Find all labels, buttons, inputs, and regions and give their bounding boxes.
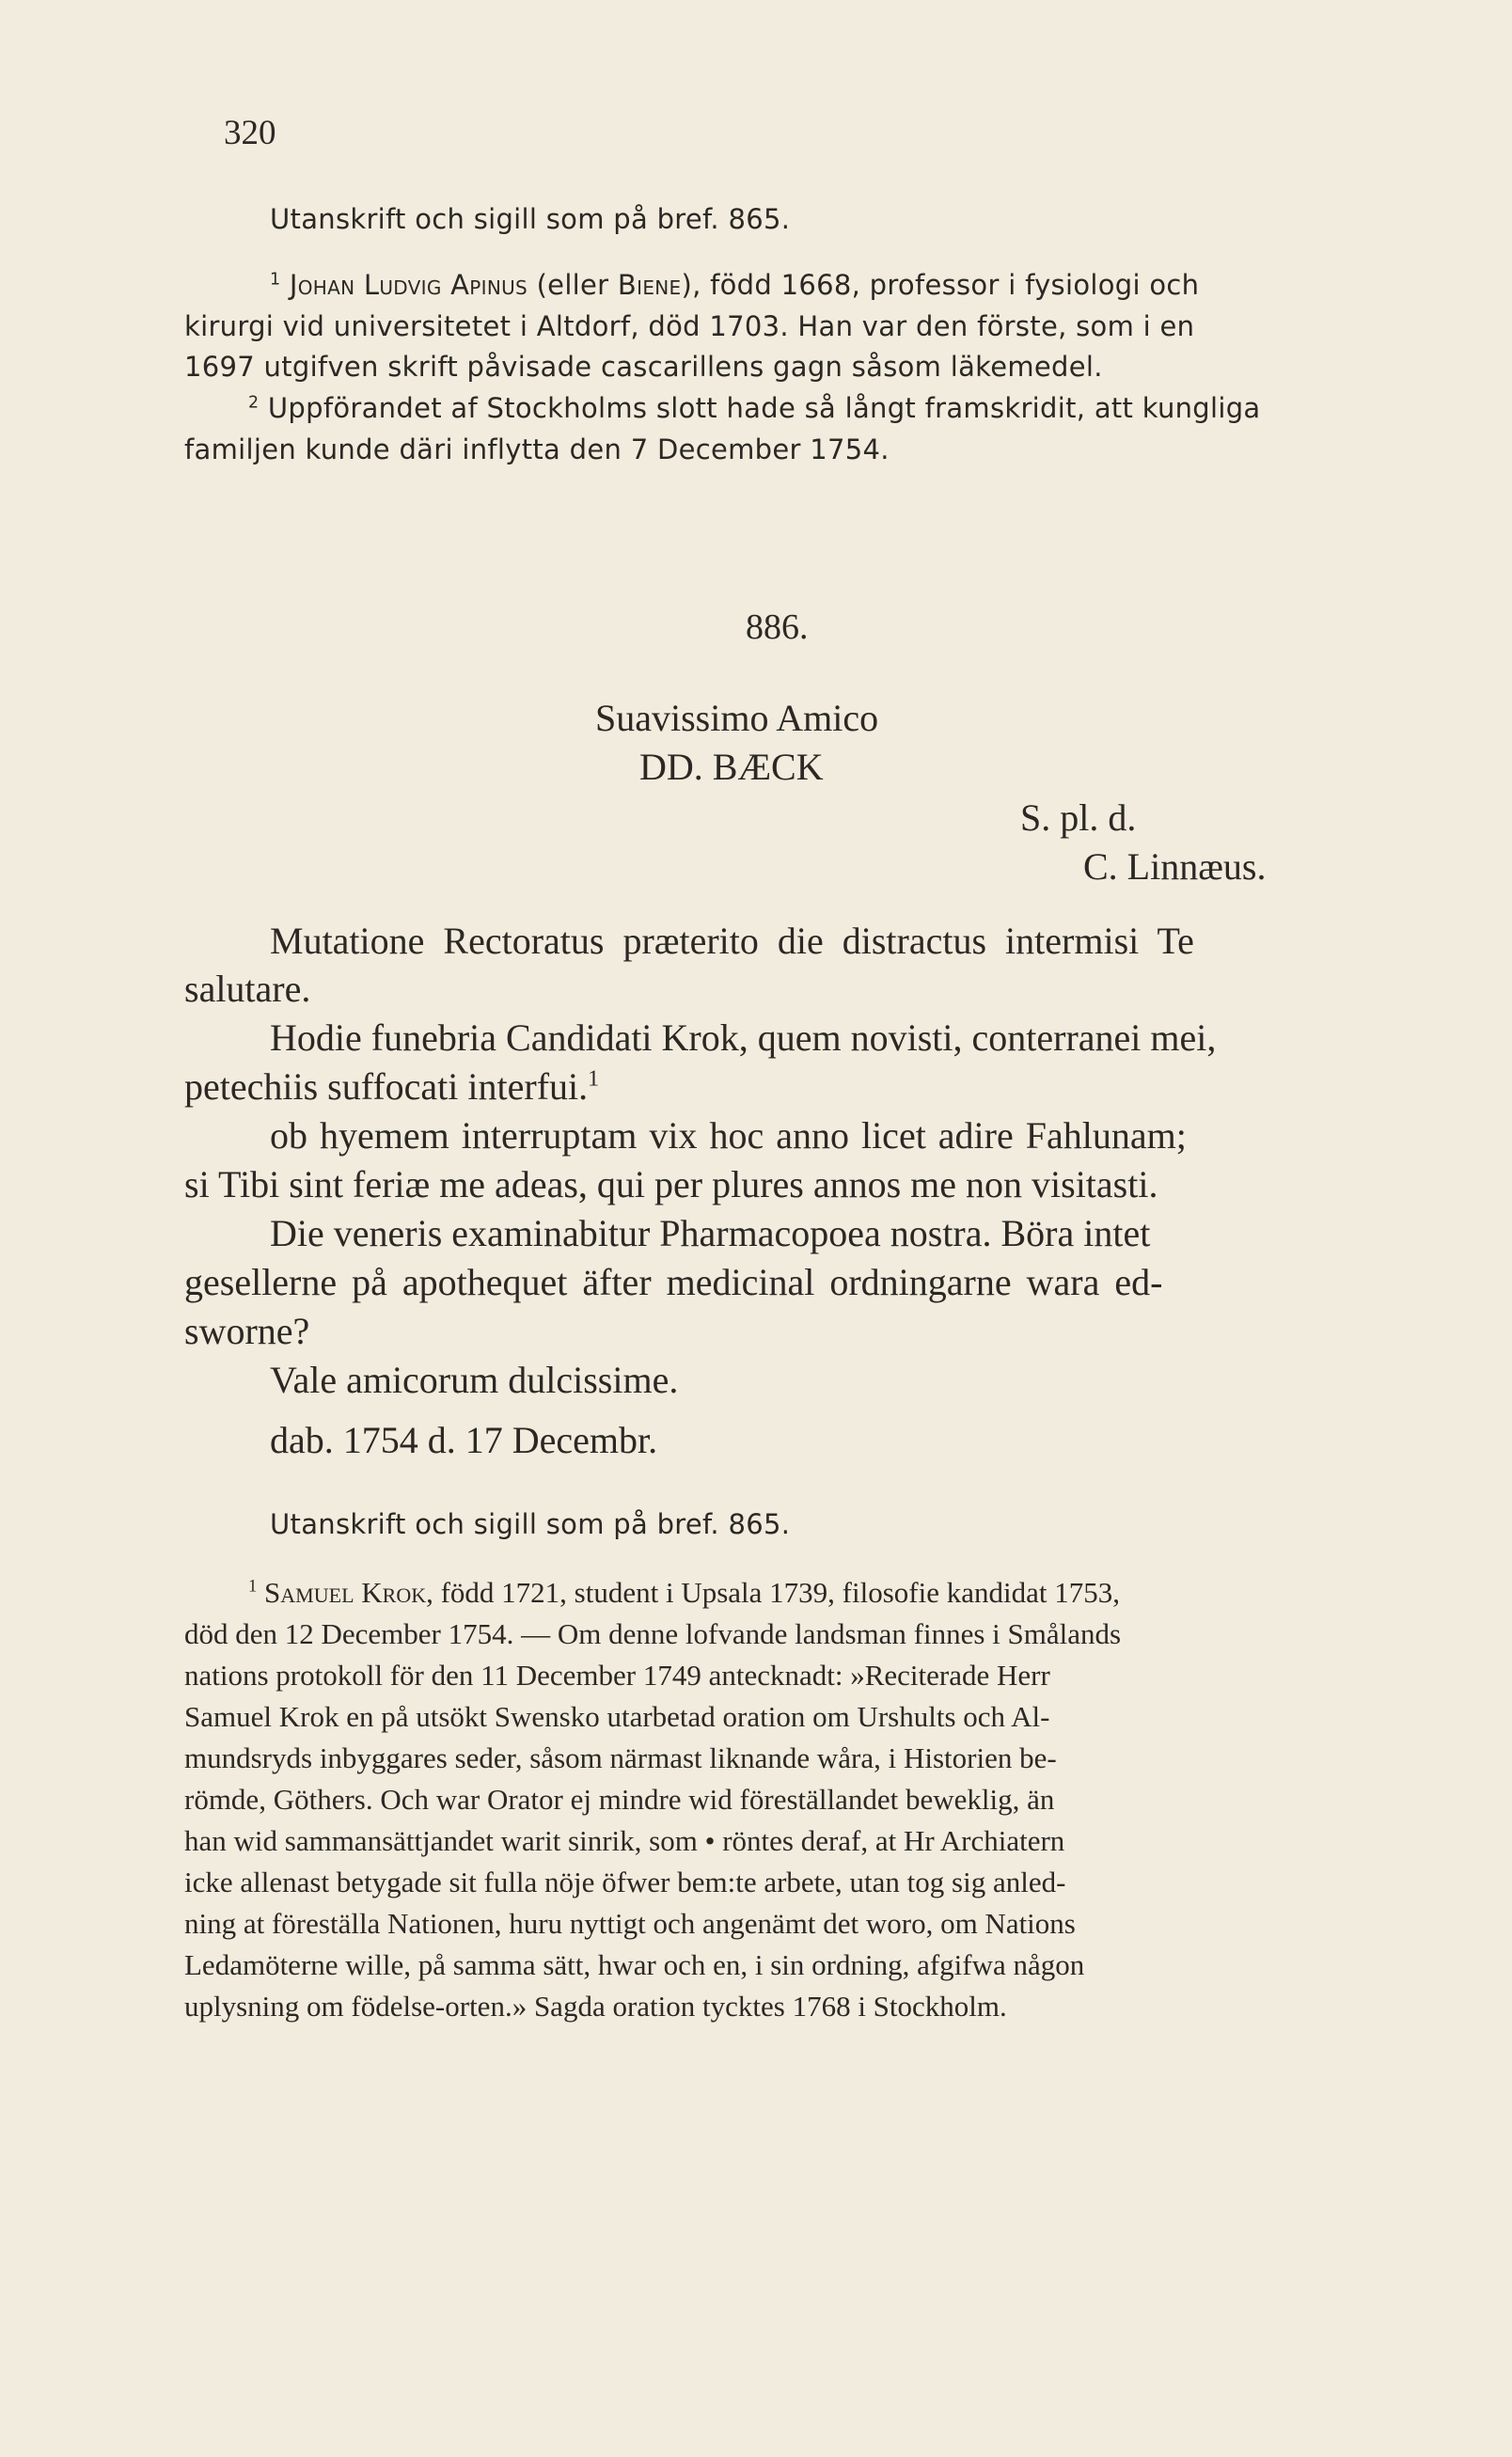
footnote-line: mundsryds inbyggares seder, såsom närmast liknande wåra, i Historien be-: [184, 1741, 1057, 1774]
footnote-line: kirurgi vid universitetet i Altdorf, död 1703. Han var den förste, som i en: [184, 310, 1195, 342]
footnote-marker: 1: [248, 1576, 258, 1597]
letter-sender: C. Linnæus.: [1083, 845, 1267, 888]
source-note: Utanskrift och sigill som på bref. 865.: [270, 203, 791, 235]
footnote-castle: $^2$ Uppförandet af Stockholms slott hade så långt framskridit, att kungliga: [248, 392, 1261, 424]
letter-line: gesellerne på apothequet äfter medicinal ordningarne wara ed-: [184, 1261, 1163, 1303]
footnote-marker: 1: [270, 270, 281, 290]
person-name: Johan Ludvig Apinus: [289, 269, 528, 301]
footnote-line: uplysning om födelse-orten.» Sagda oration tycktes 1768 i Stockholm.: [184, 1990, 1007, 2023]
footnote-marker: 2: [248, 393, 260, 413]
letter-salutation: Suavissimo Amico: [595, 697, 879, 739]
footnote-line: Samuel Krok en på utsökt Swensko utarbetad oration om Urshults och Al-: [184, 1700, 1050, 1733]
page-number: 320: [224, 114, 276, 152]
person-alias: Biene: [617, 269, 682, 301]
letter-greeting: S. pl. d.: [1020, 796, 1137, 839]
letter-line: Vale amicorum dulcissime.: [270, 1359, 679, 1401]
footnote-krok: $^1$ Samuel Krok, född 1721, student i Upsala 1739, filosofie kandidat 1753,: [248, 1576, 1120, 1609]
footnote-line: nations protokoll för den 11 December 1749 antecknadt: »Reciterade Herr: [184, 1659, 1050, 1692]
footnote-line: Ledamöterne wille, på samma sätt, hwar och en, i sin ordning, afgifwa någon: [184, 1948, 1085, 1981]
letter-line: salutare.: [184, 968, 311, 1010]
letter-line: si Tibi sint feriæ me adeas, qui per plures annos me non visitasti.: [184, 1163, 1158, 1205]
footnote-line: ning at föreställa Nationen, huru nyttigt och angenämt det woro, om Nations: [184, 1907, 1076, 1940]
footnote-line: familjen kunde däri inflytta den 7 December 1754.: [184, 433, 890, 465]
footnote-ref: 1: [588, 1066, 600, 1092]
footnote-line: han wid sammansättjandet warit sinrik, som • röntes deraf, at Hr Archiatern: [184, 1824, 1065, 1857]
letter-line: Die veneris examinabitur Pharmacopoea nostra. Böra intet: [270, 1212, 1151, 1254]
letter-line: petechiis suffocati interfui.$^1$: [184, 1065, 600, 1108]
letter-number: 886.: [746, 607, 809, 647]
letter-addressee: DD. BÆCK: [639, 746, 824, 788]
letter-line: Mutatione Rectoratus præterito die distractus intermisi Te: [270, 920, 1194, 962]
footnote-apinus: $^1$ Johan Ludvig Apinus (eller Biene), född 1668, professor i fysiologi och: [270, 269, 1200, 301]
letter-line: sworne?: [184, 1310, 310, 1352]
letter-line: ob hyemem interruptam vix hoc anno licet adire Fahlunam;: [270, 1114, 1187, 1157]
footnote-line: 1697 utgifven skrift påvisade cascarillens gagn såsom läkemedel.: [184, 351, 1103, 383]
footnote-line: icke allenast betygade sit fulla nöje öfwer bem:te arbete, utan tog sig anled-: [184, 1866, 1066, 1898]
letter-line: Hodie funebria Candidati Krok, quem novisti, conterranei mei,: [270, 1016, 1217, 1059]
person-name: Samuel Krok: [264, 1576, 427, 1609]
letter-date: dab. 1754 d. 17 Decembr.: [270, 1419, 658, 1461]
footnote-line: död den 12 December 1754. — Om denne lofvande landsman finnes i Smålands: [184, 1617, 1122, 1650]
footnote-line: römde, Göthers. Och war Orator ej mindre wid föreställandet beweklig, än: [184, 1783, 1055, 1816]
source-note: Utanskrift och sigill som på bref. 865.: [270, 1508, 791, 1540]
